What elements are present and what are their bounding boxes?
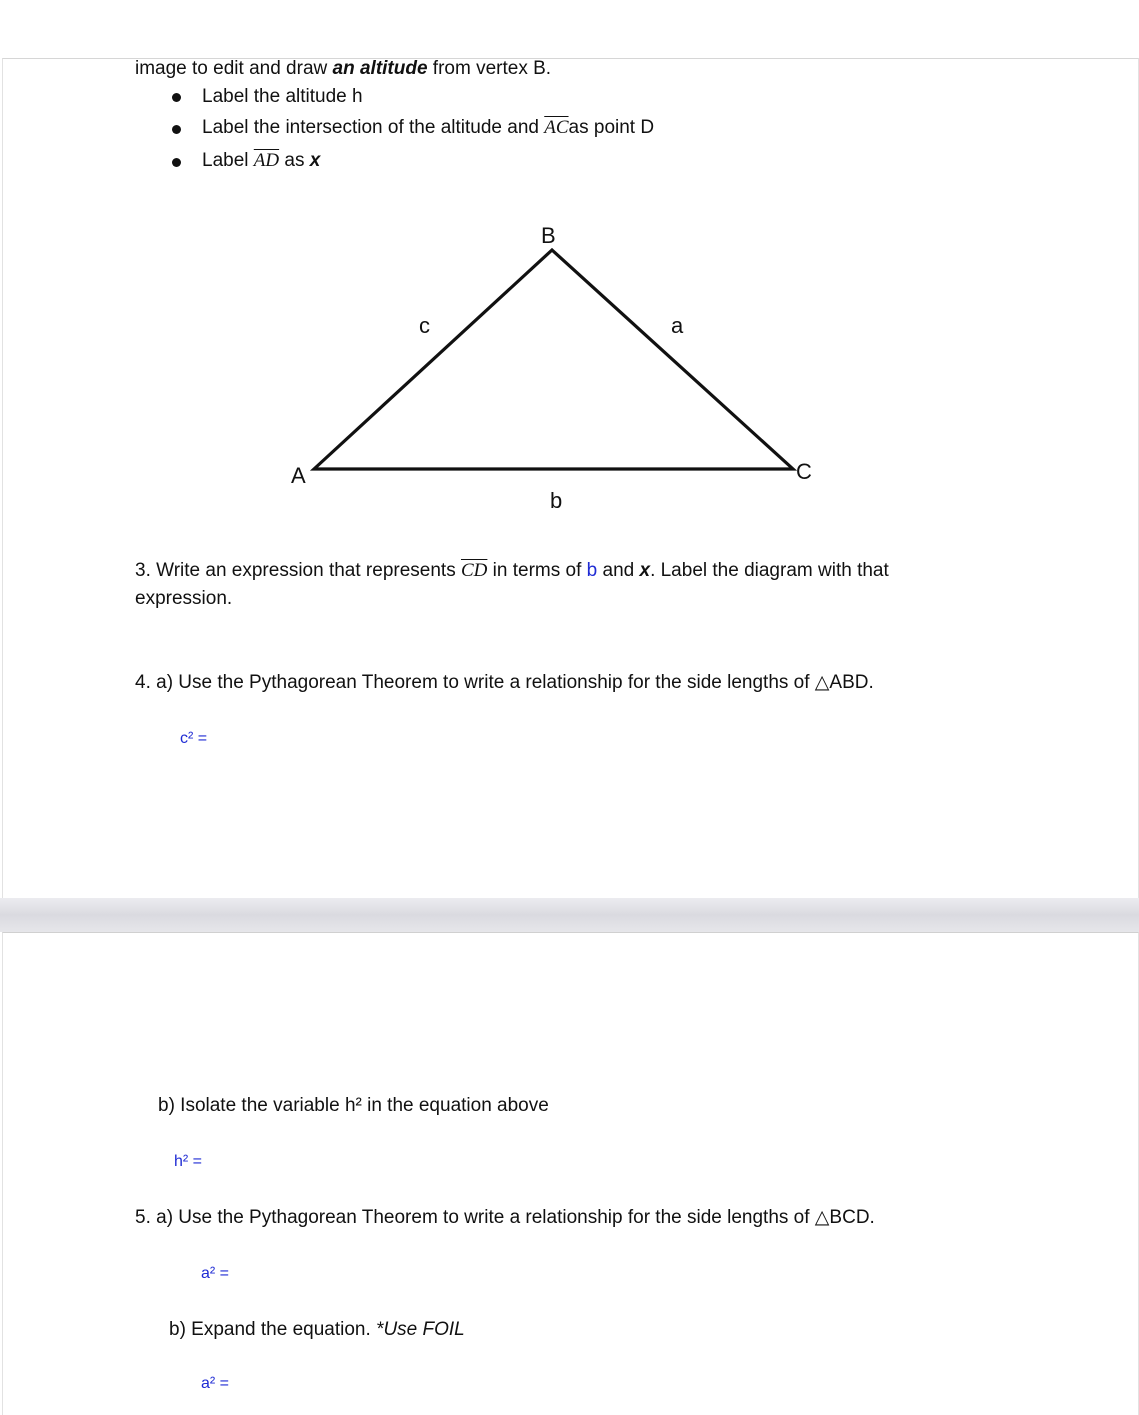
instruction-bullet-3: Label $\overline{AD}$ as x [202, 150, 321, 171]
question-3-line-1: 3. Write an expression that represents $\overline{CD}$ in terms of b and x. Label the diagram with that [135, 560, 889, 581]
triangle-diagram [0, 0, 1139, 560]
triangle-abc [314, 250, 793, 469]
answer-label-c-squared: c² = [180, 730, 208, 747]
page-separator [0, 898, 1139, 932]
answer-label-h-squared: h² = [174, 1153, 203, 1170]
instruction-intro: image to edit and draw an altitude from vertex B. [135, 58, 552, 79]
answer-label-a-squared-1: a² = [201, 1265, 230, 1282]
vertex-label-a: A [291, 463, 306, 488]
answer-label-a-squared-2: a² = [201, 1375, 230, 1392]
question-5b: b) Expand the equation. *Use FOIL [169, 1319, 465, 1340]
question-4a: 4. a) Use the Pythagorean Theorem to write a relationship for the side lengths of △ABD. [135, 672, 874, 693]
worksheet-page-2 [2, 932, 1139, 1415]
vertex-label-c: C [796, 459, 812, 484]
question-3-line-2: expression. [135, 588, 233, 609]
side-label-b: b [550, 488, 563, 513]
instruction-bullet-1: Label the altitude h [202, 86, 363, 107]
side-label-c: c [419, 313, 430, 338]
question-4b: b) Isolate the variable h² in the equation above [158, 1095, 549, 1116]
side-label-a: a [671, 313, 684, 338]
instruction-bullet-2: Label the intersection of the altitude and $\overline{AC}as$ point D [202, 117, 655, 138]
question-5a: 5. a) Use the Pythagorean Theorem to write a relationship for the side lengths of △BCD. [135, 1207, 875, 1228]
vertex-label-b: B [541, 223, 556, 248]
